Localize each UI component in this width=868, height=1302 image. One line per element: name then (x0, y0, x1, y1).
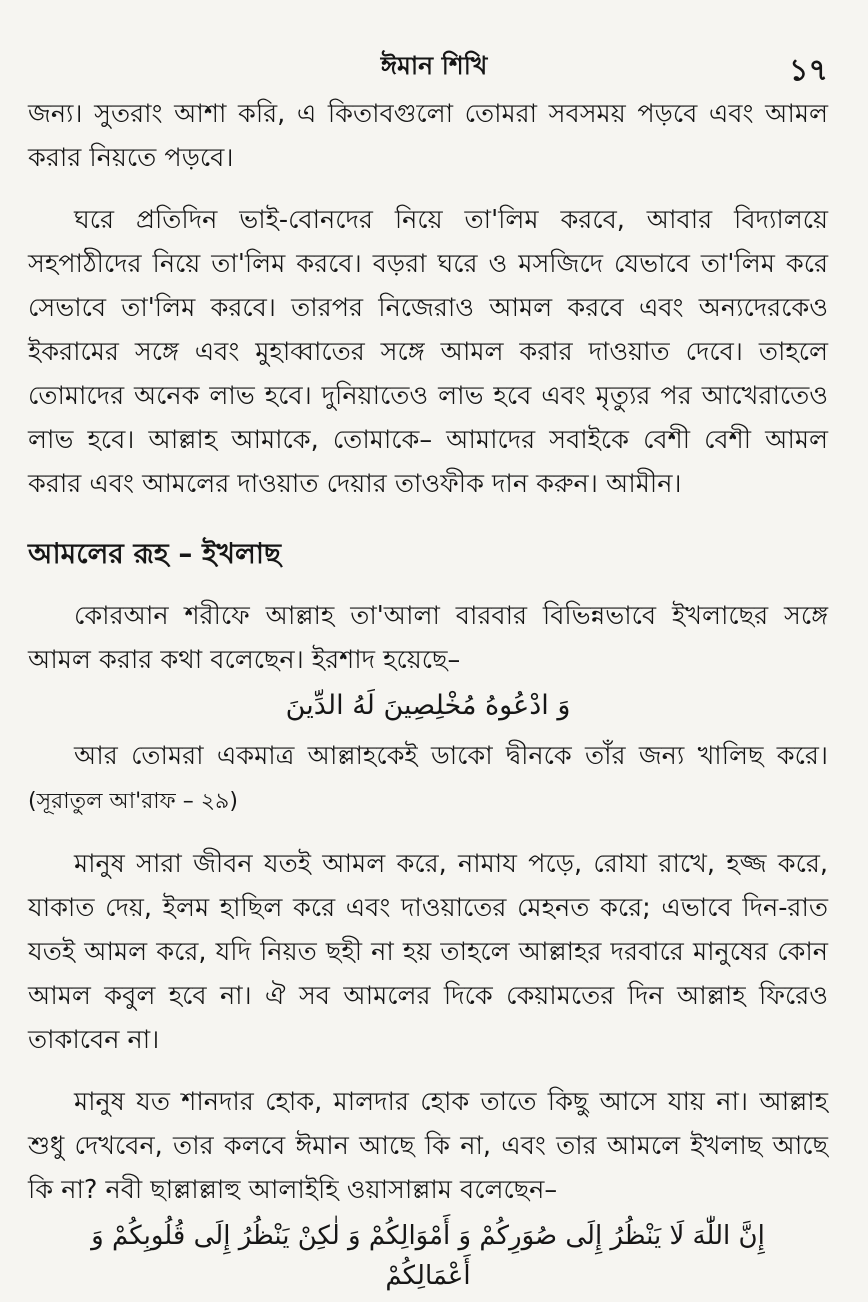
paragraph-continuation: জন্য। সুতরাং আশা করি, এ কিতাবগুলো তোমরা সবসময় পড়বে এবং আমল করার নিয়তে পড়বে। (28, 99, 828, 173)
verse-citation: (সূরাতুল আ'রাফ – ২৯) (28, 789, 238, 814)
paragraph-talim: ঘরে প্রতিদিন ভাই-বোনদের নিয়ে তা'লিম করবে, আবার বিদ্যালয়ে সহপাঠীদের নিয়ে তা'লিম করবে। বড়রা ঘরে ও মসজিদে যেভাবে তা'লিম করে সেভাবে তা'লিম করবে। তারপর নিজেরাও আমল করবে এবং অন্যদেরকেও ইকরামের সঙ্গে এবং মুহাব্বাতের সঙ্গে আমল করার দাওয়াত দেবে। তাহলে তোমাদের অনেক লাভ হবে। দুনিয়াতেও লাভ হবে এবং মৃত্যুর পর আখেরাতেও লাভ হবে। আল্লাহ আমাকে, তোমাকে– আমাদের সবাইকে বেশী বেশী আমল করার এবং আমলের দাওয়াত দেয়ার তাওফীক দান করুন। আমীন। (28, 205, 828, 499)
paragraph-hadith-intro: মানুষ যত শানদার হোক, মালদার হোক তাতে কিছু আসে যায় না। আল্লাহ শুধু দেখবেন, তার কলবে ঈমান আছে কি না, এবং তার আমলে ইখলাছ আছে কি না? নবী ছাল্লাল্লাহু আলাইহি ওয়াসাল্লাম বলেছেন– (28, 1087, 828, 1205)
page-body (28, 92, 828, 1302)
arabic-verse: وَ ادْعُوهُ مُخْلِصِينَ لَهُ الدِّينَ (285, 690, 571, 721)
page-number: ১৭ (789, 53, 828, 88)
arabic-hadith (28, 1216, 828, 1296)
arabic-hadith-line-1: إِنَّ اللّٰهَ لَا يَنْظُرُ إِلَى صُوَرِكُمْ وَ أَمْوَالِكُمْ وَ لٰكِنْ يَنْظُرُ إِلَى قُلُوبِكُمْ وَ (91, 1221, 765, 1251)
verse-translation-text: আর তোমরা একমাত্র আল্লাহকেই ডাকো দ্বীনকে তাঁর জন্য খালিছ করে। (74, 741, 828, 771)
arabic-hadith-line-2: أَعْمَالِكُمْ (385, 1261, 471, 1291)
page-header (0, 42, 868, 86)
section-heading: আমলের রূহ – ইখলাছ (28, 537, 281, 570)
paragraph-quran-intro: কোরআন শরীফে আল্লাহ তা'আলা বারবার বিভিন্নভাবে ইখলাছের সঙ্গে আমল করার কথা বলেছেন। ইরশাদ হয়েছে– (28, 601, 828, 675)
running-title: ঈমান শিখি (380, 51, 488, 80)
paragraph-deeds: মানুষ সারা জীবন যতই আমল করে, নামায পড়ে, রোযা রাখে, হজ্জ করে, যাকাত দেয়, ইলম হাছিল করে এবং দাওয়াতের মেহনত করে; এভাবে দিন-রাত যতই আমল করে, যদি নিয়ত ছহী না হয় তাহলে আল্লাহর দরবারে মানুষের কোন আমল কবুল হবে না। ঐ সব আমলের দিকে কেয়ামতের দিন আল্লাহ ফিরেও তাকাবেন না। (28, 849, 828, 1055)
paragraph-verse-translation (28, 734, 828, 824)
